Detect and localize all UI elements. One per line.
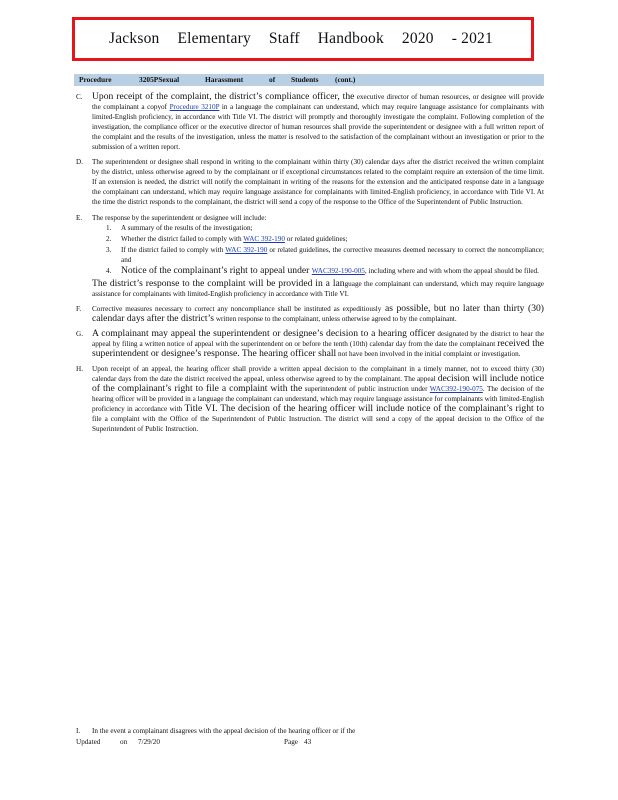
section-h-text-2: superintendent of public instruction under <box>302 385 430 394</box>
header-staff: Staff <box>268 30 300 47</box>
section-h-text-4: file a complaint with the Office of the Superintendent of Public Instruction. The district will send a copy of the appeal decision to the Office of the Superintendent of Public Instruction. <box>92 415 544 434</box>
section-e-text: The response by the superintendent or designee will include: <box>92 213 267 222</box>
section-i <box>76 727 544 735</box>
list-number: 3. <box>106 245 112 254</box>
header-year-end: - 2021 <box>451 30 493 47</box>
section-c-text: executive director of human resources, or designee will provide the complainant a copyof <box>92 93 544 112</box>
section-f-text: Corrective measures necessary to correct any noncompliance shall be instituted as expeditiously <box>92 304 382 313</box>
procedure-title-bar <box>74 74 544 86</box>
section-letter: H. <box>76 365 83 374</box>
section-c-lead: Upon receipt of the complaint, the district’s compliance officer, the <box>92 91 355 102</box>
procedure-body <box>76 92 544 439</box>
list-number: 2. <box>106 234 112 243</box>
procedure-students: Students <box>291 75 319 84</box>
section-h-lead-2: Title VI. The decision of the hearing officer will include notice of the complainant’s right to <box>184 403 544 415</box>
section-e-followup <box>92 279 544 299</box>
list-number: 4. <box>106 266 112 275</box>
wac-392-190-005-link[interactable]: WAC392-190-005 <box>311 266 365 275</box>
section-e <box>76 213 544 299</box>
list-item-text: Whether the district failed to comply with <box>121 234 244 243</box>
section-g <box>76 329 544 359</box>
section-h-lead: decision will include notice of the complainant’s right to file a complaint with the <box>92 373 544 395</box>
footer-updated: Updated <box>76 738 101 746</box>
section-e-followup-lead: The district’s response to the complaint will be provided in a lan <box>92 277 345 289</box>
section-letter: E. <box>76 213 83 222</box>
footer-on: on <box>120 738 128 746</box>
wac-392-190-075-link[interactable]: WAC392-190-075 <box>429 385 483 394</box>
list-number: 1. <box>106 223 112 232</box>
list-item <box>106 266 544 276</box>
section-letter: I. <box>76 727 81 735</box>
section-letter: C. <box>76 93 83 101</box>
footer-date: 7/29/20 <box>138 738 160 746</box>
procedure-of: of <box>269 75 276 84</box>
handbook-header <box>72 17 534 61</box>
section-g-lead: A complainant may appeal the superintendent or designee’s decision to a hearing officer <box>92 327 436 339</box>
section-i-text: In the event a complainant disagrees with the appeal decision of the hearing officer or if the <box>92 727 356 735</box>
wac-392-190-link[interactable]: WAC 392-190 <box>225 245 268 254</box>
header-handbook: Handbook <box>317 30 384 47</box>
section-d <box>76 157 544 207</box>
section-f-text-2: written response to the complainant, unless otherwise agreed to by the complainant. <box>214 314 457 323</box>
section-letter: D. <box>76 158 83 167</box>
section-c-text-2: in a language the complainant can understand, which may require language assistance for complainants with limited-English proficiency, in accordance with Title VI. The district will promptly and thoroughly investigate the complaint. Following completion of the investigation, the compliance officer or the executive director of human resources shall provide the superintendent or designee with a full written report of the complaint and the results of the investigation, unless the matter is resolved to the satisfaction of the complainant without an investigation or prior to the submission of a written report. <box>92 103 544 152</box>
list-item-text: , including where and with whom the appeal should be filed. <box>364 266 539 275</box>
section-f-lead: as possible, but no later than thirty (30) calendar days after the district’s <box>92 302 544 324</box>
footer-page-number: 43 <box>304 738 312 746</box>
section-f <box>76 304 544 324</box>
procedure-3210p-link[interactable]: Procedure 3210P <box>169 103 220 112</box>
section-d-text: The superintendent or designee shall respond in writing to the complainant within thirty (30) calendar days after the district received the written complaint by the district, unless otherwise agreed to by the complainant or if exceptional circumstances related to the complaint require an extension of the time limit. If an extension is needed, the district will notify the complainant in writing of the reasons for the extension and the anticipated response date in a language the complainant can understand, which may require language assistance for complainants with limited-English proficiency, in accordance with Title VI. At the time the district responds to the complainant, the district will send a copy of the response to the Office of the Superintendent of Public Instruction. <box>92 158 544 207</box>
list-item-text: If the district failed to comply with <box>121 245 226 254</box>
procedure-harassment: Harassment <box>205 75 244 84</box>
footer-page-label: Page <box>284 738 298 746</box>
list-item-text: or related guidelines; <box>284 234 348 243</box>
list-item-text: or related guidelines, the corrective measures deemed necessary to correct the noncompliance; and <box>121 245 544 264</box>
section-letter: F. <box>76 304 82 313</box>
section-g-lead-2: received the superintendent or designee’s response. The hearing officer shall <box>92 338 545 360</box>
list-item <box>106 223 544 233</box>
procedure-cont: (cont.) <box>335 75 356 84</box>
list-item <box>106 234 544 244</box>
header-year-start: 2020 <box>401 30 434 47</box>
procedure-label: Procedure <box>79 75 112 84</box>
list-item-text: A summary of the results of the investigation; <box>121 223 253 232</box>
page-footer <box>76 738 544 746</box>
section-c <box>76 92 544 152</box>
header-school: Jackson <box>109 30 160 47</box>
section-h <box>76 364 544 434</box>
list-item-text: Notice of the complainant’s right to appeal under <box>121 264 312 276</box>
section-g-text: designated by the district to hear the appeal by filing a written notice of appeal with the superintendent on or before the tenth (10th) calendar day from the date the complainant <box>92 329 545 349</box>
header-elementary: Elementary <box>177 30 251 47</box>
procedure-code: 3205PSexual <box>139 75 180 84</box>
section-e-followup-text: guage the complainant can understand, which may require language assistance for complainants with limited-English proficiency in accordance with Title VI. <box>92 279 545 298</box>
section-h-text: Upon receipt of an appeal, the hearing officer shall provide a written appeal decision to the complainant in a timely manner, not to exceed thirty (30) calendar days from the date the district received the appeal, unless otherwise agreed to by the complainant. The appeal <box>92 365 544 384</box>
wac-392-190-link[interactable]: WAC 392-190 <box>243 234 285 243</box>
section-h-text-3: . The decision of the hearing officer will be provided in a language the complainant can understand, which may require language assistance for complainants with limited-English proficiency in accordance with <box>92 385 545 414</box>
section-letter: G. <box>76 329 83 338</box>
section-g-text-2: not have been involved in the initial complaint or investigation. <box>336 350 521 359</box>
list-item <box>106 245 544 265</box>
